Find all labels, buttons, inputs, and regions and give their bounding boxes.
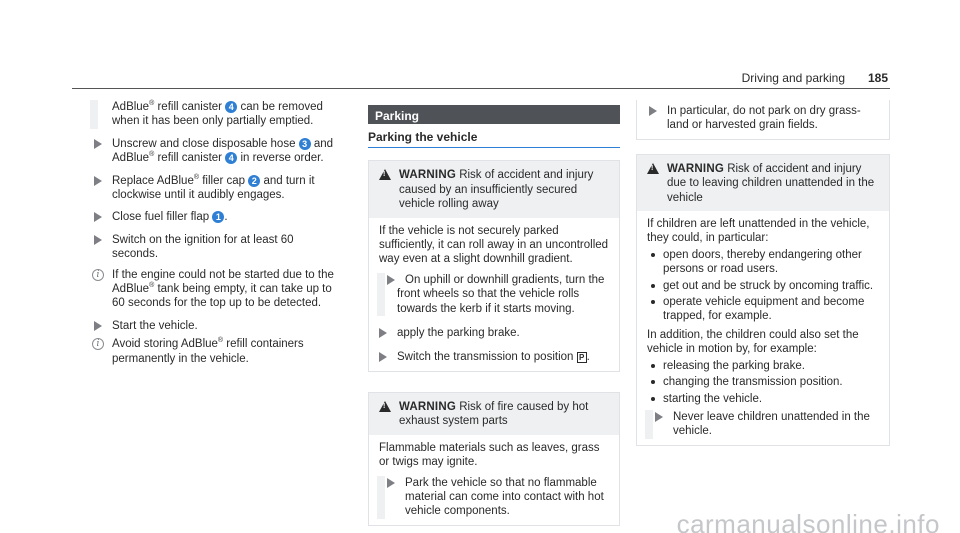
step-arrow-icon <box>94 176 102 186</box>
text: Never leave children unattended in the vehicle. <box>673 410 870 438</box>
text: Unscrew and close disposable hose <box>112 137 296 150</box>
info-note-storage <box>92 337 342 366</box>
list-item: get out and be struck by oncoming traffic. <box>647 279 881 293</box>
text: Start the vehicle. <box>112 319 198 332</box>
text: apply the parking brake. <box>397 327 520 340</box>
callout-number: 3 <box>299 138 311 150</box>
warning-heading: Risk of fire caused by hot exhaust system parts <box>399 400 589 428</box>
list-item: releasing the parking brake. <box>647 359 881 373</box>
registered-mark: ® <box>149 100 155 108</box>
step-arrow-icon <box>94 321 102 331</box>
warning-body <box>637 211 889 445</box>
warning-triangle-icon <box>647 163 659 174</box>
text: Avoid storing AdBlue <box>112 338 218 351</box>
warning-body <box>369 218 619 371</box>
page-number: 185 <box>867 71 888 85</box>
registered-mark: ® <box>149 151 155 159</box>
step-transmission-p <box>377 350 611 364</box>
warning-heading: Risk of accident and injury caused by an insufficiently secured vehicle rolling away <box>399 169 594 211</box>
text: AdBlue <box>112 101 150 113</box>
page-header <box>0 0 960 92</box>
text: filler cap <box>202 174 246 187</box>
text: Replace AdBlue <box>112 174 194 187</box>
list-item: open doors, thereby endangering other persons or road users. <box>647 248 881 277</box>
registered-mark: ® <box>149 282 155 290</box>
warning-text: If the vehicle is not securely parked sufficiently, it can roll away in an uncontrolled way even at a slight downhill gradient. <box>379 224 609 266</box>
callout-number: 4 <box>225 152 237 164</box>
warning-continued <box>636 100 890 140</box>
warning-header <box>637 155 889 211</box>
text: On uphill or downhill gradients, turn the front wheels so that the vehicle rolls towards the kerb if it starts moving. <box>397 273 605 315</box>
text: If the engine could not be started due to the AdBlue <box>112 268 334 296</box>
text: refill canister <box>157 152 223 165</box>
warning-label: WARNING <box>399 169 456 182</box>
warning-heading: Risk of accident and injury due to leaving children unattended in the vehicle <box>667 162 875 204</box>
step-start-vehicle <box>92 319 342 333</box>
list-item: starting the vehicle. <box>647 392 881 406</box>
text: Switch the transmission to position <box>397 351 574 364</box>
header-rule <box>72 88 890 89</box>
warning-header <box>369 393 619 435</box>
callout-number: 1 <box>212 211 224 223</box>
text: In particular, do not park on dry grass-land or harvested grain fields. <box>667 105 861 132</box>
info-note-detection <box>92 268 342 311</box>
step-ignition <box>92 233 342 262</box>
text: refill containers permanently in the vehicle. <box>112 338 304 365</box>
chapter-title: Driving and parking <box>741 71 845 85</box>
list-item: changing the transmission position. <box>647 375 881 389</box>
step-unscrew-hose <box>92 137 342 166</box>
subsection-heading: Parking the vehicle <box>368 130 620 148</box>
warning-label: WARNING <box>399 400 456 413</box>
step-replace-cap <box>92 174 342 203</box>
step-park-away-flammable <box>377 476 611 519</box>
watermark: carmanualsonline.info <box>676 508 940 533</box>
text: in reverse order. <box>240 152 324 165</box>
column-left <box>92 100 342 366</box>
step-arrow-icon <box>387 275 395 285</box>
info-icon: i <box>92 269 104 281</box>
step-close-flap <box>92 210 342 224</box>
section-heading: Parking <box>368 105 620 124</box>
column-middle <box>368 105 620 533</box>
registered-mark: ® <box>217 337 224 345</box>
text: . <box>586 351 590 364</box>
step-dry-grass <box>647 104 881 133</box>
step-arrow-icon <box>387 478 395 488</box>
text: can be removed when it has been only partially emptied. <box>112 101 323 128</box>
step-arrow-icon <box>655 412 663 422</box>
text: refill canister <box>157 101 223 113</box>
callout-number: 4 <box>225 101 237 113</box>
warning-header <box>369 161 619 217</box>
step-arrow-icon <box>94 139 102 149</box>
park-position-symbol: P <box>577 352 587 363</box>
step-arrow-icon <box>379 352 387 362</box>
text: . <box>224 211 228 224</box>
step-never-leave-children <box>645 410 881 439</box>
text: Park the vehicle so that no flammable material can come into contact with hot vehicle components. <box>405 476 604 518</box>
list-item: operate vehicle equipment and become trapped, for example. <box>647 295 881 324</box>
step-turn-wheels <box>377 273 611 316</box>
text: and turn it clockwise until it audibly engages. <box>112 174 315 202</box>
warning-text: Flammable materials such as leaves, grass or twigs may ignite. <box>379 441 600 469</box>
step-arrow-icon <box>649 106 657 116</box>
warning-triangle-icon <box>379 169 391 180</box>
text: Switch on the ignition for at least 60 seconds. <box>112 233 294 261</box>
step-arrow-icon <box>94 235 102 245</box>
info-icon: i <box>92 338 104 350</box>
continued-step <box>92 100 342 129</box>
warning-box-rolling <box>368 160 620 371</box>
step-arrow-icon <box>94 212 102 222</box>
warning-box-children <box>636 154 890 446</box>
step-parking-brake <box>377 326 611 340</box>
column-right <box>636 100 890 460</box>
warning-body <box>369 435 619 525</box>
registered-mark: ® <box>193 173 200 181</box>
text: Close fuel filler flap <box>112 211 210 224</box>
step-arrow-icon <box>379 328 387 338</box>
text: and AdBlue <box>112 137 334 165</box>
warning-triangle-icon <box>379 401 391 412</box>
warning-label: WARNING <box>667 162 724 175</box>
callout-number: 2 <box>248 175 260 187</box>
text: tank being empty, it can take up to 60 seconds for the top up to be detected. <box>112 283 332 310</box>
warning-text: If children are left unattended in the vehicle, they could, in particular: <box>647 218 870 245</box>
warning-box-fire <box>368 392 620 526</box>
warning-text: In addition, the children could also set the vehicle in motion by, for example: <box>647 328 859 356</box>
